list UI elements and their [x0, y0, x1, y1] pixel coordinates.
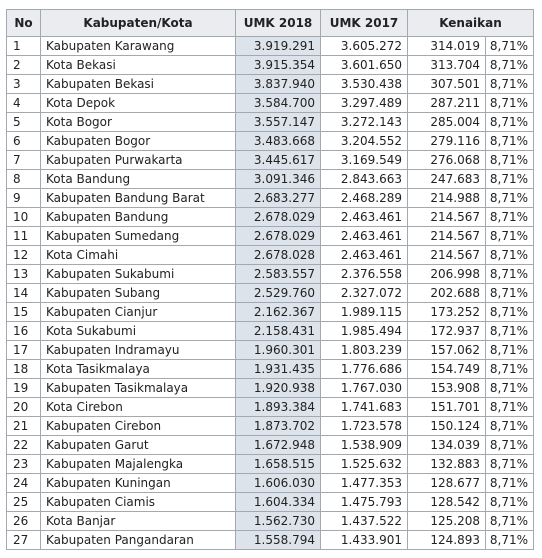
cell-kenaikan-percent: 8,71%: [486, 303, 534, 322]
cell-umk-2018: 2.158.431: [236, 322, 321, 341]
cell-kenaikan-amount: 173.252: [408, 303, 486, 322]
cell-umk-2018: 2.162.367: [236, 303, 321, 322]
cell-kenaikan-amount: 313.704: [408, 56, 486, 75]
cell-kenaikan-percent: 8,71%: [486, 94, 534, 113]
cell-umk-2018: 1.920.938: [236, 379, 321, 398]
cell-no: 23: [7, 455, 41, 474]
cell-umk-2018: 2.529.760: [236, 284, 321, 303]
cell-kabupaten-kota: Kabupaten Garut: [41, 436, 236, 455]
cell-no: 20: [7, 398, 41, 417]
table-row: [7, 322, 534, 341]
cell-kabupaten-kota: Kabupaten Subang: [41, 284, 236, 303]
cell-kabupaten-kota: Kabupaten Kuningan: [41, 474, 236, 493]
cell-kenaikan-percent: 8,71%: [486, 284, 534, 303]
cell-kabupaten-kota: Kabupaten Karawang: [41, 37, 236, 56]
cell-kabupaten-kota: Kabupaten Bandung Barat: [41, 189, 236, 208]
cell-kenaikan-percent: 8,71%: [486, 455, 534, 474]
cell-no: 11: [7, 227, 41, 246]
cell-no: 21: [7, 417, 41, 436]
cell-umk-2018: 1.893.384: [236, 398, 321, 417]
cell-kenaikan-percent: 8,71%: [486, 360, 534, 379]
cell-kenaikan-percent: 8,71%: [486, 189, 534, 208]
table-row: [7, 398, 534, 417]
cell-kabupaten-kota: Kabupaten Sukabumi: [41, 265, 236, 284]
cell-kenaikan-percent: 8,71%: [486, 341, 534, 360]
table-row: [7, 94, 534, 113]
cell-kabupaten-kota: Kota Sukabumi: [41, 322, 236, 341]
cell-kabupaten-kota: Kota Bogor: [41, 113, 236, 132]
cell-no: 2: [7, 56, 41, 75]
cell-no: 17: [7, 341, 41, 360]
cell-kenaikan-amount: 154.749: [408, 360, 486, 379]
cell-kenaikan-percent: 8,71%: [486, 132, 534, 151]
table-row: [7, 341, 534, 360]
cell-umk-2018: 1.672.948: [236, 436, 321, 455]
cell-umk-2017: 1.437.522: [321, 512, 408, 531]
cell-kabupaten-kota: Kota Depok: [41, 94, 236, 113]
cell-no: 13: [7, 265, 41, 284]
table-row: [7, 246, 534, 265]
cell-no: 9: [7, 189, 41, 208]
cell-kabupaten-kota: Kabupaten Bandung: [41, 208, 236, 227]
cell-umk-2018: 3.557.147: [236, 113, 321, 132]
cell-umk-2017: 3.297.489: [321, 94, 408, 113]
cell-kenaikan-percent: 8,71%: [486, 56, 534, 75]
cell-umk-2018: 3.445.617: [236, 151, 321, 170]
table-row: [7, 493, 534, 512]
header-row: [7, 10, 534, 37]
cell-no: 15: [7, 303, 41, 322]
cell-kabupaten-kota: Kabupaten Bogor: [41, 132, 236, 151]
header-kenaikan[interactable]: Kenaikan: [408, 10, 534, 37]
cell-kenaikan-percent: 8,71%: [486, 531, 534, 550]
table-row: [7, 303, 534, 322]
cell-kenaikan-amount: 285.004: [408, 113, 486, 132]
table-row: [7, 170, 534, 189]
cell-no: 1: [7, 37, 41, 56]
cell-umk-2018: 2.583.557: [236, 265, 321, 284]
cell-no: 12: [7, 246, 41, 265]
cell-kenaikan-percent: 8,71%: [486, 436, 534, 455]
cell-kenaikan-amount: 125.208: [408, 512, 486, 531]
cell-kabupaten-kota: Kabupaten Sumedang: [41, 227, 236, 246]
cell-umk-2017: 1.525.632: [321, 455, 408, 474]
cell-umk-2017: 1.538.909: [321, 436, 408, 455]
table-row: [7, 189, 534, 208]
cell-kenaikan-percent: 8,71%: [486, 227, 534, 246]
cell-umk-2017: 2.468.289: [321, 189, 408, 208]
cell-umk-2018: 1.658.515: [236, 455, 321, 474]
cell-umk-2018: 3.919.291: [236, 37, 321, 56]
cell-umk-2018: 2.678.029: [236, 208, 321, 227]
cell-umk-2018: 2.678.029: [236, 227, 321, 246]
table-row: [7, 512, 534, 531]
header-umk-2018[interactable]: UMK 2018: [236, 10, 321, 37]
cell-umk-2017: 3.272.143: [321, 113, 408, 132]
cell-kenaikan-amount: 202.688: [408, 284, 486, 303]
cell-no: 19: [7, 379, 41, 398]
table-row: [7, 208, 534, 227]
cell-no: 3: [7, 75, 41, 94]
cell-kenaikan-percent: 8,71%: [486, 265, 534, 284]
cell-kenaikan-percent: 8,71%: [486, 170, 534, 189]
cell-kenaikan-percent: 8,71%: [486, 75, 534, 94]
cell-kenaikan-percent: 8,71%: [486, 417, 534, 436]
cell-no: 5: [7, 113, 41, 132]
cell-umk-2018: 1.604.334: [236, 493, 321, 512]
cell-kenaikan-amount: 307.501: [408, 75, 486, 94]
table-row: [7, 132, 534, 151]
cell-umk-2017: 3.169.549: [321, 151, 408, 170]
cell-umk-2017: 1.803.239: [321, 341, 408, 360]
table-row: [7, 360, 534, 379]
cell-kabupaten-kota: Kota Cimahi: [41, 246, 236, 265]
cell-no: 10: [7, 208, 41, 227]
cell-kenaikan-amount: 157.062: [408, 341, 486, 360]
cell-kenaikan-percent: 8,71%: [486, 151, 534, 170]
cell-umk-2018: 1.873.702: [236, 417, 321, 436]
cell-kabupaten-kota: Kota Banjar: [41, 512, 236, 531]
header-umk-2017[interactable]: UMK 2017: [321, 10, 408, 37]
cell-umk-2018: 1.562.730: [236, 512, 321, 531]
cell-umk-2018: 1.606.030: [236, 474, 321, 493]
cell-kabupaten-kota: Kabupaten Pangandaran: [41, 531, 236, 550]
table-row: [7, 56, 534, 75]
cell-kenaikan-percent: 8,71%: [486, 322, 534, 341]
cell-umk-2017: 1.433.901: [321, 531, 408, 550]
cell-umk-2017: 2.376.558: [321, 265, 408, 284]
table-row: [7, 75, 534, 94]
cell-kenaikan-amount: 247.683: [408, 170, 486, 189]
cell-kenaikan-amount: 150.124: [408, 417, 486, 436]
cell-umk-2017: 3.605.272: [321, 37, 408, 56]
cell-umk-2017: 3.530.438: [321, 75, 408, 94]
table-row: [7, 455, 534, 474]
cell-umk-2017: 2.463.461: [321, 208, 408, 227]
cell-umk-2018: 1.558.794: [236, 531, 321, 550]
cell-kabupaten-kota: Kabupaten Ciamis: [41, 493, 236, 512]
cell-no: 22: [7, 436, 41, 455]
cell-kabupaten-kota: Kota Tasikmalaya: [41, 360, 236, 379]
cell-umk-2017: 2.327.072: [321, 284, 408, 303]
cell-kenaikan-amount: 214.988: [408, 189, 486, 208]
cell-umk-2018: 3.091.346: [236, 170, 321, 189]
cell-umk-2018: 1.931.435: [236, 360, 321, 379]
table-row: [7, 417, 534, 436]
cell-kabupaten-kota: Kota Bekasi: [41, 56, 236, 75]
cell-umk-2017: 1.776.686: [321, 360, 408, 379]
cell-kabupaten-kota: Kabupaten Majalengka: [41, 455, 236, 474]
cell-kenaikan-amount: 124.893: [408, 531, 486, 550]
cell-no: 16: [7, 322, 41, 341]
cell-kenaikan-amount: 279.116: [408, 132, 486, 151]
cell-umk-2017: 1.989.115: [321, 303, 408, 322]
cell-umk-2017: 1.475.793: [321, 493, 408, 512]
table-row: [7, 113, 534, 132]
cell-kenaikan-percent: 8,71%: [486, 379, 534, 398]
cell-kenaikan-amount: 153.908: [408, 379, 486, 398]
cell-no: 27: [7, 531, 41, 550]
cell-kenaikan-percent: 8,71%: [486, 493, 534, 512]
table-row: [7, 227, 534, 246]
cell-no: 14: [7, 284, 41, 303]
cell-kenaikan-amount: 314.019: [408, 37, 486, 56]
cell-no: 26: [7, 512, 41, 531]
cell-umk-2017: 1.723.578: [321, 417, 408, 436]
cell-umk-2017: 1.767.030: [321, 379, 408, 398]
cell-kenaikan-amount: 287.211: [408, 94, 486, 113]
cell-no: 24: [7, 474, 41, 493]
cell-umk-2017: 3.601.650: [321, 56, 408, 75]
cell-umk-2017: 1.741.683: [321, 398, 408, 417]
table-row: [7, 436, 534, 455]
cell-umk-2018: 3.837.940: [236, 75, 321, 94]
cell-kenaikan-percent: 8,71%: [486, 246, 534, 265]
table-row: [7, 284, 534, 303]
cell-kenaikan-amount: 214.567: [408, 227, 486, 246]
cell-kenaikan-amount: 172.937: [408, 322, 486, 341]
cell-umk-2017: 2.463.461: [321, 227, 408, 246]
cell-kenaikan-amount: 214.567: [408, 246, 486, 265]
cell-no: 8: [7, 170, 41, 189]
cell-kenaikan-percent: 8,71%: [486, 398, 534, 417]
cell-kabupaten-kota: Kota Bandung: [41, 170, 236, 189]
cell-kenaikan-amount: 132.883: [408, 455, 486, 474]
cell-kenaikan-amount: 128.677: [408, 474, 486, 493]
cell-kenaikan-amount: 128.542: [408, 493, 486, 512]
table-row: [7, 474, 534, 493]
umk-table: [6, 9, 534, 550]
cell-umk-2017: 1.477.353: [321, 474, 408, 493]
cell-umk-2018: 3.584.700: [236, 94, 321, 113]
cell-umk-2017: 2.843.663: [321, 170, 408, 189]
cell-no: 18: [7, 360, 41, 379]
cell-kenaikan-percent: 8,71%: [486, 512, 534, 531]
cell-umk-2018: 1.960.301: [236, 341, 321, 360]
cell-no: 4: [7, 94, 41, 113]
cell-kabupaten-kota: Kabupaten Cianjur: [41, 303, 236, 322]
cell-no: 6: [7, 132, 41, 151]
cell-umk-2017: 1.985.494: [321, 322, 408, 341]
cell-umk-2017: 2.463.461: [321, 246, 408, 265]
cell-kenaikan-percent: 8,71%: [486, 113, 534, 132]
table-row: [7, 151, 534, 170]
cell-kabupaten-kota: Kabupaten Indramayu: [41, 341, 236, 360]
cell-umk-2018: 2.683.277: [236, 189, 321, 208]
cell-kenaikan-amount: 276.068: [408, 151, 486, 170]
cell-umk-2018: 3.915.354: [236, 56, 321, 75]
cell-kenaikan-amount: 151.701: [408, 398, 486, 417]
cell-kenaikan-percent: 8,71%: [486, 37, 534, 56]
table-row: [7, 531, 534, 550]
header-kabupaten-kota[interactable]: Kabupaten/Kota: [41, 10, 236, 37]
table-row: [7, 37, 534, 56]
cell-kenaikan-amount: 214.567: [408, 208, 486, 227]
cell-kabupaten-kota: Kabupaten Purwakarta: [41, 151, 236, 170]
cell-no: 25: [7, 493, 41, 512]
cell-kenaikan-amount: 134.039: [408, 436, 486, 455]
table-row: [7, 379, 534, 398]
cell-kenaikan-amount: 206.998: [408, 265, 486, 284]
cell-kabupaten-kota: Kabupaten Cirebon: [41, 417, 236, 436]
cell-umk-2017: 3.204.552: [321, 132, 408, 151]
header-no[interactable]: No: [7, 10, 41, 37]
cell-kabupaten-kota: Kabupaten Tasikmalaya: [41, 379, 236, 398]
cell-umk-2018: 2.678.028: [236, 246, 321, 265]
table-row: [7, 265, 534, 284]
cell-kabupaten-kota: Kota Cirebon: [41, 398, 236, 417]
cell-no: 7: [7, 151, 41, 170]
cell-umk-2018: 3.483.668: [236, 132, 321, 151]
cell-kabupaten-kota: Kabupaten Bekasi: [41, 75, 236, 94]
cell-kenaikan-percent: 8,71%: [486, 474, 534, 493]
cell-kenaikan-percent: 8,71%: [486, 208, 534, 227]
